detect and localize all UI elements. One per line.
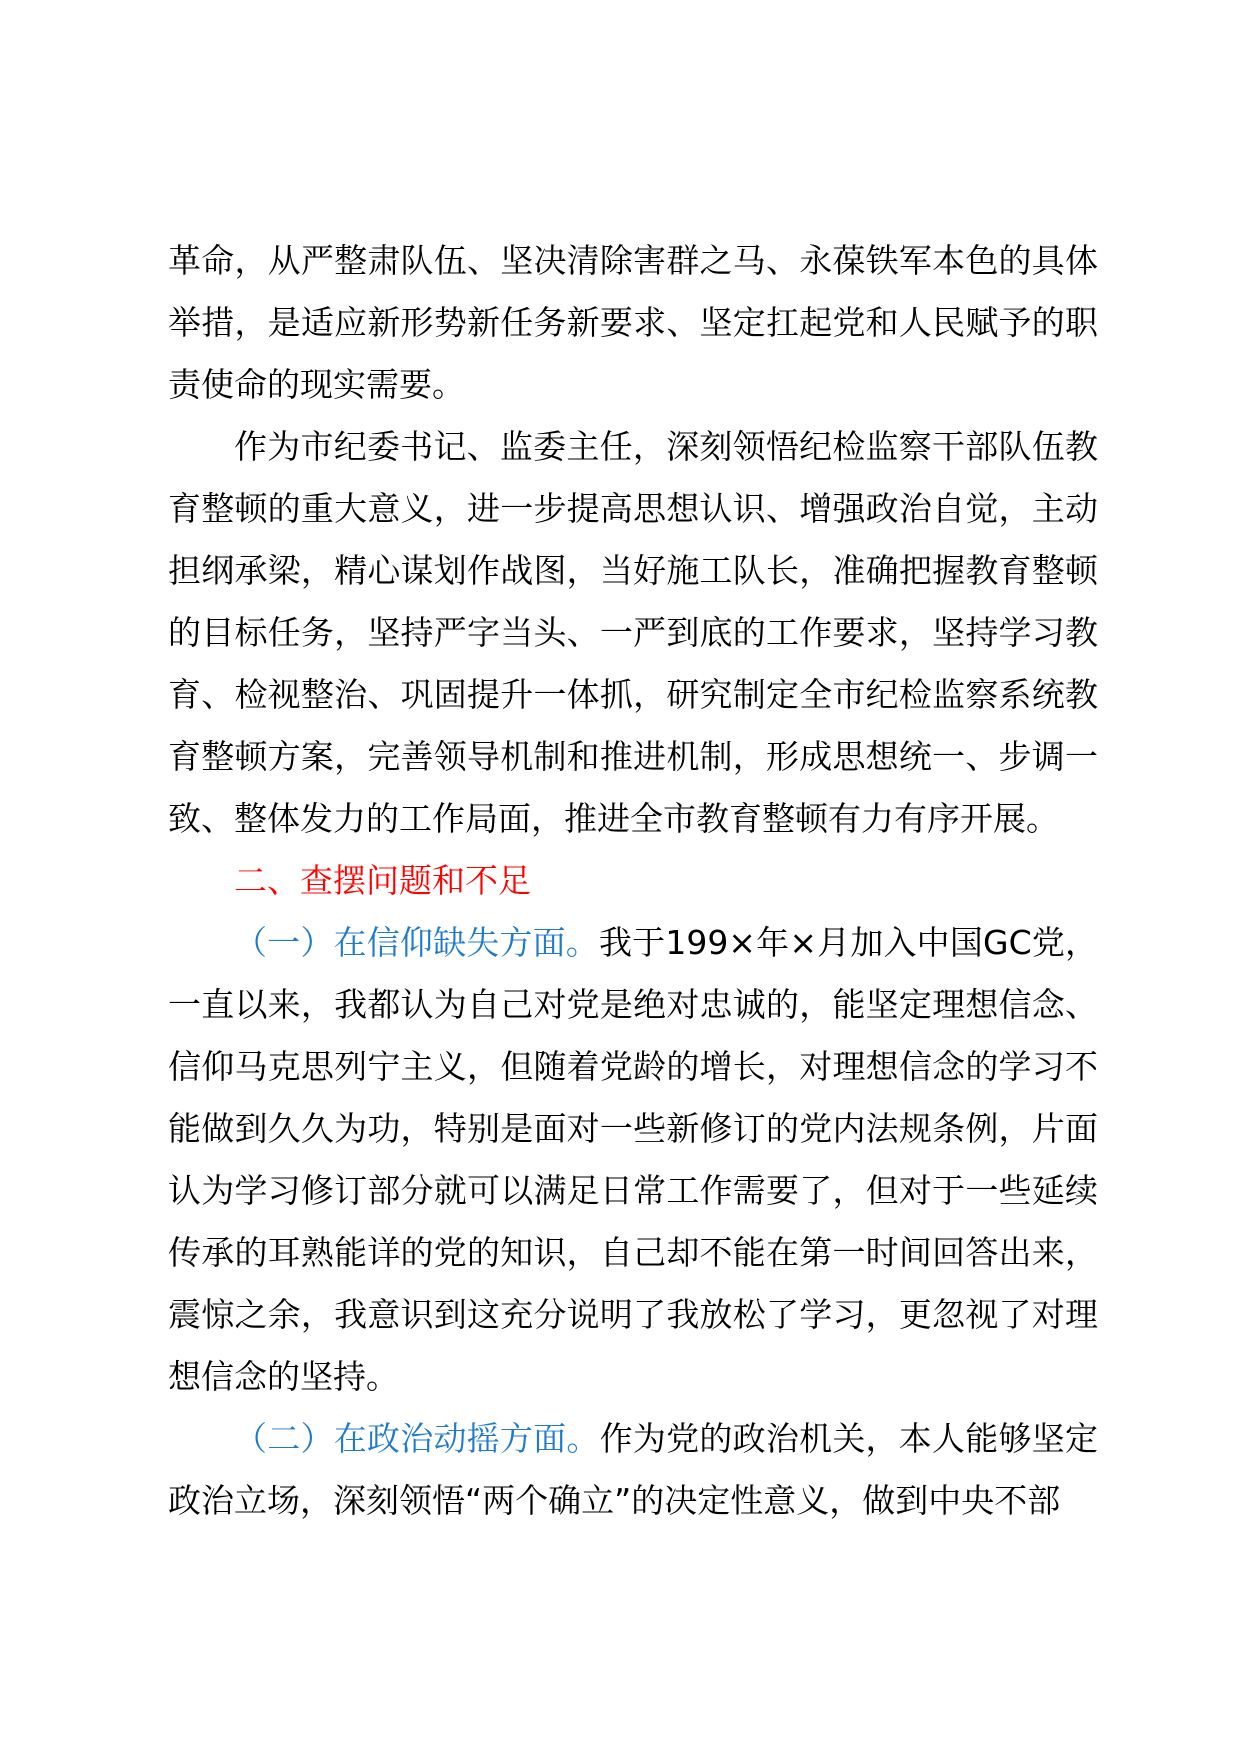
subsection-body-2: 作为党的政治机关，本人能够坚定政治立场，深刻领悟“两个确立”的决定性意义，做到中央不部: [168, 1419, 1099, 1520]
subsection-title-2: （二）在政治动摇方面。: [234, 1419, 600, 1458]
subsection-body-1: 我于199×年×月加入中国GC党，一直以来，我都认为自己对党是绝对忠诚的，能坚定理想信念、信仰马克思列宁主义，但随着党龄的增长，对理想信念的学习不能做到久久为功，特别是面对一些新修订的党内法规条例，片面认为学习修订部分就可以满足日常工作需要了，但对于一些延续传承的耳熟能详的党的知识，自己却不能在第一时间回答出来，震惊之余，我意识到这充分说明了我放松了学习，更忽视了对理想信念的坚持。: [168, 923, 1099, 1396]
section-heading: 二、查摆问题和不足: [234, 861, 531, 900]
body-paragraph: 作为市纪委书记、监委主任，深刻领悟纪检监察干部队伍教育整顿的重大意义，进一步提高思想认识、增强政治自觉，主动担纲承梁，精心谋划作战图，当好施工队长，准确把握教育整顿的目标任务，坚持严字当头、一严到底的工作要求，坚持学习教育、检视整治、巩固提升一体抓，研究制定全市纪检监察系统教育整顿方案，完善领导机制和推进机制，形成思想统一、步调一致、整体发力的工作局面，推进全市教育整顿有力有序开展。: [168, 427, 1098, 838]
subsection-title-1: （一）在信仰缺失方面。: [234, 923, 599, 962]
document-page: [168, 230, 1098, 1532]
body-paragraph-continued: 革命，从严整肃队伍、坚决清除害群之马、永葆铁军本色的具体举措，是适应新形势新任务新要求、坚定扛起党和人民赋予的职责使命的现实需要。: [168, 241, 1098, 404]
subsection-paragraph-1: [168, 912, 1098, 1408]
subsection-paragraph-2: [168, 1408, 1098, 1532]
